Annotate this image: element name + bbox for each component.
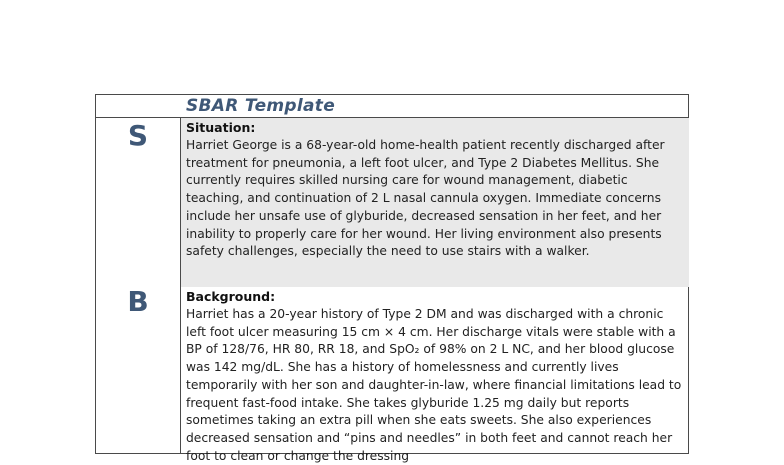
background-section bbox=[181, 287, 689, 463]
document-title: SBAR Template bbox=[186, 96, 336, 116]
situation-heading: Situation: bbox=[186, 120, 256, 135]
situation-section bbox=[181, 118, 689, 287]
section-letter-s: S bbox=[127, 119, 149, 152]
sbar-table bbox=[95, 94, 689, 463]
section-letter-b: B bbox=[127, 285, 149, 318]
background-heading: Background: bbox=[186, 289, 276, 304]
background-text: Harriet has a 20-year history of Type 2 DM and was discharged with a chronic left foot ulcer measuring 15 cm × 4 cm. Her discharge vitals were stable with a BP of 128/76, HR 80, RR 18, and SpO₂ of 98% on 2 L NC, and her blood glucose was 142 mg/dL. She has a history of homelessness and currently lives temporarily with her son and daughter-in-law, where financial limitations lead to frequent fast-food intake. She takes glyburide 1.25 mg daily but reports sometimes taking an extra pill when she eats sweets. She also experiences decreased sensation and “pins and needles” in both feet and cannot reach her foot to clean or change the dressing bbox=[186, 307, 682, 463]
situation-text: Harriet George is a 68-year-old home-health patient recently discharged after treatment for pneumonia, a left foot ulcer, and Type 2 Diabetes Mellitus. She currently requires skilled nursing care for wound management, diabetic teaching, and continuation of 2 L nasal cannula oxygen. Immediate concerns include her unsafe use of glyburide, decreased sensation in her feet, and her inability to properly care for her wound. Her living environment also presents safety challenges, especially the need to use stairs with a walker. bbox=[186, 138, 665, 259]
title-row bbox=[96, 95, 688, 118]
